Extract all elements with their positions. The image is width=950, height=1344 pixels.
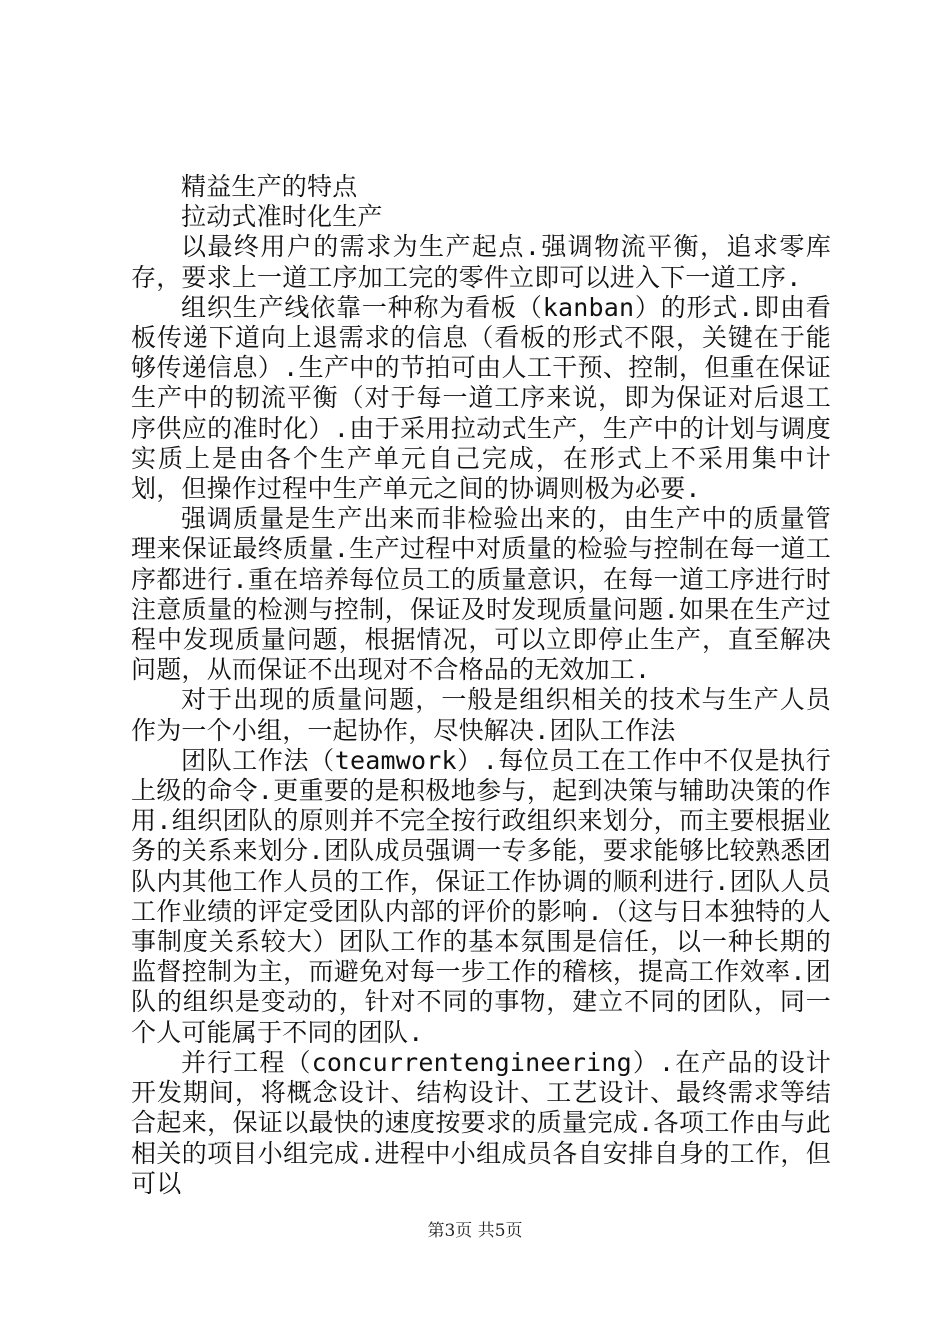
page-footer: 第3页 共5页 (427, 1221, 523, 1241)
paragraph-demand-start: 以最终用户的需求为生产起点.强调物流平衡，追求零库存，要求上一道工序加工完的零件立即可以进入下一道工序. (131, 232, 831, 292)
paragraph-quality-issues: 对于出现的质量问题，一般是组织相关的技术与生产人员作为一个小组，一起协作，尽快解决.团队工作法 (131, 685, 831, 745)
paragraph-quality: 强调质量是生产出来而非检验出来的，由生产中的质量管理来保证最终质量.生产过程中对质量的检验与控制在每一道工序都进行.重在培养每位员工的质量意识，在每一道工序进行时注意质量的检测与控制，保证及时发现质量问题.如果在生产过程中发现质量问题，根据情况，可以立即停止生产，直至解决问题，从而保证不出现对不合格品的无效加工. (131, 504, 831, 685)
heading-lean-production-features: 精益生产的特点 (181, 172, 358, 201)
subheading-pull-jit-production: 拉动式准时化生产 (181, 202, 383, 232)
document-body (131, 172, 831, 1199)
paragraph-concurrent-engineering: 并行工程（concurrentengineering）.在产品的设计开发期间，将概念设计、结构设计、工艺设计、最终需求等结合起来，保证以最快的速度按要求的质量完成.各项工作由与此相关的项目小组完成.进程中小组成员各自安排自身的工作，但可以 (131, 1047, 831, 1198)
paragraph-teamwork: 团队工作法（teamwork）.每位员工在工作中不仅是执行上级的命令.更重要的是积极地参与，起到决策与辅助决策的作用.组织团队的原则并不完全按行政组织来划分，而主要根据业务的关系来划分.团队成员强调一专多能，要求能够比较熟悉团队内其他工作人员的工作，保证工作协调的顺利进行.团队人员工作业绩的评定受团队内部的评价的影响.（这与日本独特的人事制度关系较大）团队工作的基本氛围是信任，以一种长期的监督控制为主，而避免对每一步工作的稽核，提高工作效率.团队的组织是变动的，针对不同的事物，建立不同的团队，同一个人可能属于不同的团队. (131, 745, 831, 1047)
paragraph-kanban: 组织生产线依靠一种称为看板（kanban）的形式.即由看板传递下道向上退需求的信息（看板的形式不限，关键在于能够传递信息）.生产中的节拍可由人工干预、控制，但重在保证生产中的韧流平衡（对于每一道工序来说，即为保证对后退工序供应的准时化）.由于采用拉动式生产，生产中的计划与调度实质上是由各个生产单元自己完成，在形式上不采用集中计划，但操作过程中生产单元之间的协调则极为必要. (131, 292, 831, 504)
